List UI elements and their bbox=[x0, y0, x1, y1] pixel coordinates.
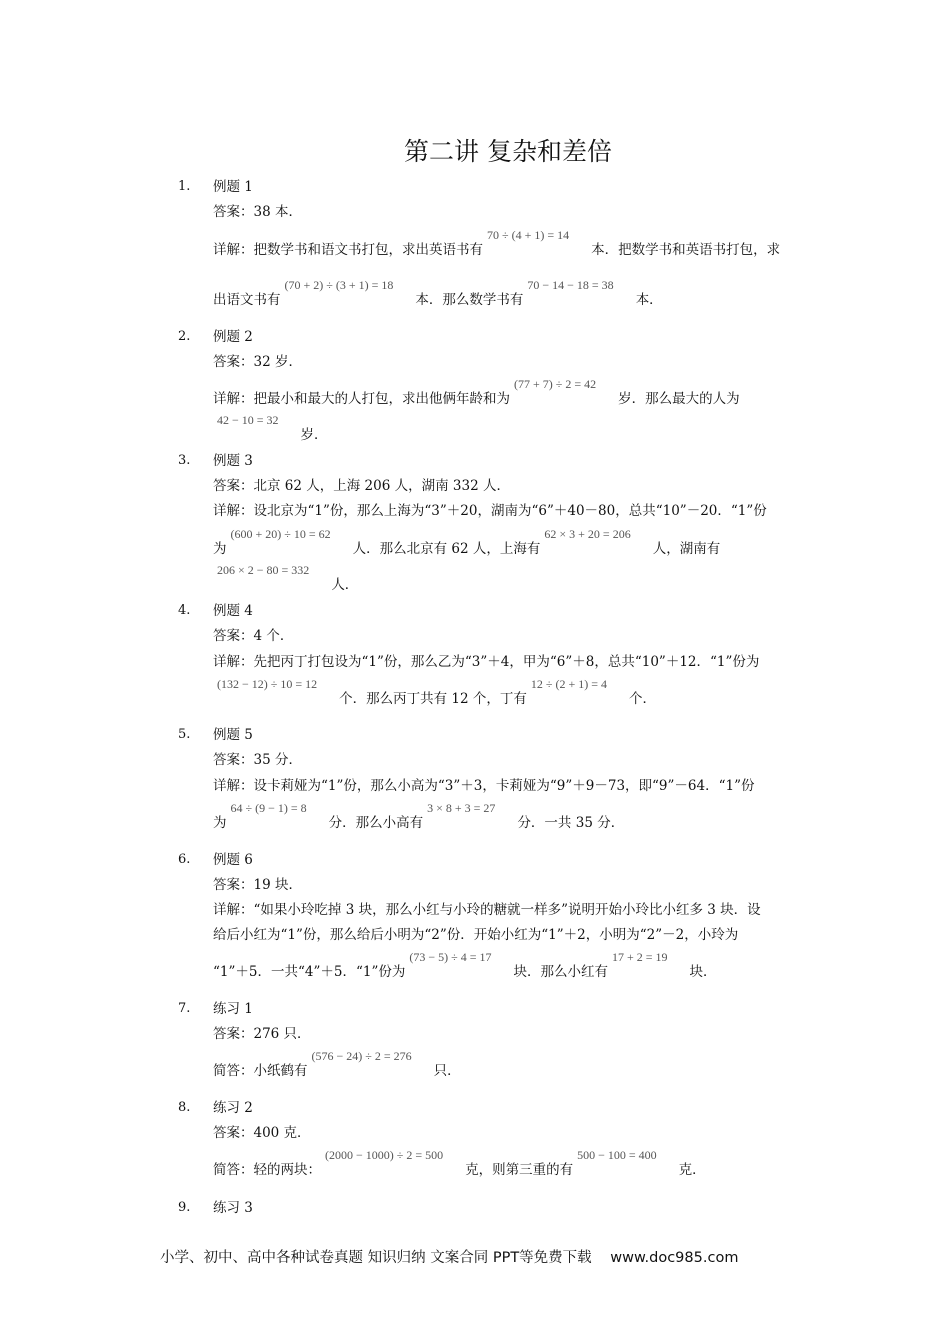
item-line bbox=[213, 1024, 311, 1044]
text-segment: 分．那么小高有 bbox=[328, 815, 424, 831]
item-title bbox=[213, 177, 253, 197]
item-title bbox=[213, 1198, 253, 1218]
text-segment: 详解：“如果小玲吃掉 3 块，那么小红与小玲的糖就一样多”说明开始小玲比小红多 3 块．设 bbox=[213, 902, 761, 918]
math-formula: 12 ÷ (2 + 1) = 4 bbox=[530, 677, 608, 691]
text-segment: 例题 5 bbox=[213, 727, 253, 743]
math-formula: 3 × 8 + 3 = 27 bbox=[427, 801, 496, 815]
page-title: 第二讲 复杂和差倍 bbox=[404, 137, 612, 166]
item-line bbox=[213, 875, 302, 895]
text-segment: 个． bbox=[629, 691, 657, 707]
item-line bbox=[213, 1123, 311, 1143]
item-line bbox=[213, 413, 328, 445]
text-segment: 例题 3 bbox=[213, 453, 253, 469]
math-formula: 206 × 2 − 80 = 332 bbox=[217, 563, 310, 577]
text-segment: 本．那么数学书有 bbox=[415, 292, 524, 308]
text-segment: 块． bbox=[689, 964, 717, 980]
item-number: 3. bbox=[178, 453, 191, 468]
item-line bbox=[213, 626, 293, 646]
item-line bbox=[213, 527, 721, 559]
math-formula: 42 − 10 = 32 bbox=[217, 413, 279, 427]
text-segment: 克，则第三重的有 bbox=[465, 1162, 574, 1178]
item-title bbox=[213, 850, 253, 870]
item-line bbox=[213, 652, 759, 672]
item-line bbox=[213, 278, 663, 310]
text-segment: 人．那么北京有 62 人，上海有 bbox=[352, 541, 541, 557]
text-segment: 人． bbox=[331, 577, 359, 593]
item-line bbox=[213, 677, 657, 709]
item-line bbox=[213, 476, 510, 496]
item-number: 6. bbox=[178, 852, 191, 867]
footer-text: 小学、初中、高中各种试卷真题 知识归纳 文案合同 PPT等免费下载 bbox=[160, 1250, 592, 1266]
item-number: 2. bbox=[178, 329, 191, 344]
item-line bbox=[213, 377, 740, 409]
text-segment: 答案：400 克． bbox=[213, 1125, 311, 1141]
math-formula: 64 ÷ (9 − 1) = 8 bbox=[230, 801, 307, 815]
item-line bbox=[213, 1049, 461, 1081]
text-segment: 答案：4 个． bbox=[213, 628, 294, 644]
text-segment: 人，湖南有 bbox=[652, 541, 721, 557]
item-title bbox=[213, 999, 253, 1019]
text-segment: 详解：设北京为“1”份，那么上海为“3”＋20，湖南为“6”＋40－80，总共“10”－20．“1”份 bbox=[213, 503, 767, 519]
text-segment: 简答：轻的两块： bbox=[213, 1162, 321, 1178]
text-segment: 练习 3 bbox=[213, 1200, 253, 1216]
math-formula: (132 − 12) ÷ 10 = 12 bbox=[217, 677, 318, 691]
text-segment: 例题 2 bbox=[213, 329, 253, 345]
text-segment: 给后小红为“1”份，那么给后小明为“2”份．开始小红为“1”＋2，小明为“2”－2，小玲为 bbox=[213, 927, 739, 943]
item-line bbox=[213, 925, 738, 945]
footer-url: www.doc985.com bbox=[610, 1250, 739, 1266]
item-line bbox=[213, 228, 781, 260]
text-segment: 分．一共 35 分． bbox=[517, 815, 625, 831]
text-segment: 练习 2 bbox=[213, 1100, 253, 1116]
item-number: 8. bbox=[178, 1100, 191, 1115]
math-formula: 17 + 2 = 19 bbox=[611, 950, 668, 964]
math-formula: (2000 − 1000) ÷ 2 = 500 bbox=[325, 1148, 444, 1162]
math-formula: (73 − 5) ÷ 4 = 17 bbox=[409, 950, 492, 964]
item-number: 9. bbox=[178, 1200, 191, 1215]
text-segment: 答案：35 分． bbox=[213, 752, 302, 768]
item-title bbox=[213, 1098, 253, 1118]
text-segment: 岁． bbox=[300, 427, 328, 443]
text-segment: 详解：设卡莉娅为“1”份，那么小高为“3”＋3，卡莉娅为“9”＋9－73，即“9”－64．“1”份 bbox=[213, 778, 755, 794]
item-line bbox=[213, 202, 302, 222]
text-segment: 详解：先把丙丁打包设为“1”份，那么乙为“3”＋4，甲为“6”＋8，总共“10”＋12．“1”份为 bbox=[213, 654, 760, 670]
text-segment: 详解：把数学书和语文书打包，求出英语书有 bbox=[213, 242, 483, 258]
text-segment: 块．那么小红有 bbox=[513, 964, 608, 980]
item-number: 7. bbox=[178, 1001, 191, 1016]
item-line bbox=[213, 750, 302, 770]
math-formula: (70 + 2) ÷ (3 + 1) = 18 bbox=[284, 278, 394, 292]
text-segment: 详解：把最小和最大的人打包，求出他俩年龄和为 bbox=[213, 391, 510, 407]
math-formula: (600 + 20) ÷ 10 = 62 bbox=[230, 527, 331, 541]
text-segment: 克． bbox=[678, 1162, 706, 1178]
text-segment: 出语文书有 bbox=[213, 292, 281, 308]
footer bbox=[160, 1246, 752, 1267]
text-segment: 个．那么丙丁共有 12 个，丁有 bbox=[339, 691, 527, 707]
math-formula: (576 − 24) ÷ 2 = 276 bbox=[311, 1049, 412, 1063]
text-segment: 岁．那么最大的人为 bbox=[618, 391, 740, 407]
item-number: 1. bbox=[178, 179, 191, 194]
text-segment: “1”＋5．一共“4”＋5．“1”份为 bbox=[213, 964, 406, 980]
text-segment: 为 bbox=[213, 541, 227, 557]
item-title bbox=[213, 327, 253, 347]
text-segment: 答案：19 块． bbox=[213, 877, 302, 893]
item-line bbox=[213, 900, 761, 920]
item-number: 4. bbox=[178, 603, 191, 618]
math-formula: 62 × 3 + 20 = 206 bbox=[544, 527, 631, 541]
math-formula: (77 + 7) ÷ 2 = 42 bbox=[514, 377, 597, 391]
item-title bbox=[213, 451, 253, 471]
text-segment: 答案：276 只． bbox=[213, 1026, 311, 1042]
item-number: 5. bbox=[178, 727, 191, 742]
text-segment: 为 bbox=[213, 815, 227, 831]
item-title bbox=[213, 601, 253, 621]
math-formula: 70 − 14 − 18 = 38 bbox=[527, 278, 614, 292]
item-line bbox=[213, 801, 625, 833]
text-segment: 答案：32 岁． bbox=[213, 354, 302, 370]
item-line bbox=[213, 563, 359, 595]
text-segment: 例题 6 bbox=[213, 852, 253, 868]
math-formula: 500 − 100 = 400 bbox=[577, 1148, 657, 1162]
item-line bbox=[213, 776, 755, 796]
item-line bbox=[213, 950, 717, 982]
text-segment: 简答：小纸鹤有 bbox=[213, 1063, 308, 1079]
text-segment: 答案：38 本． bbox=[213, 204, 302, 220]
text-segment: 例题 1 bbox=[213, 179, 253, 195]
text-segment: 本． bbox=[635, 292, 663, 308]
text-segment: 只． bbox=[433, 1063, 461, 1079]
item-line bbox=[213, 1148, 706, 1180]
text-segment: 本．把数学书和英语书打包，求 bbox=[591, 242, 781, 258]
item-line bbox=[213, 501, 767, 521]
text-segment: 答案：北京 62 人，上海 206 人，湖南 332 人． bbox=[213, 478, 510, 494]
item-title bbox=[213, 725, 253, 745]
text-segment: 例题 4 bbox=[213, 603, 253, 619]
item-line bbox=[213, 352, 302, 372]
text-segment: 练习 1 bbox=[213, 1001, 253, 1017]
math-formula: 70 ÷ (4 + 1) = 14 bbox=[487, 228, 570, 242]
